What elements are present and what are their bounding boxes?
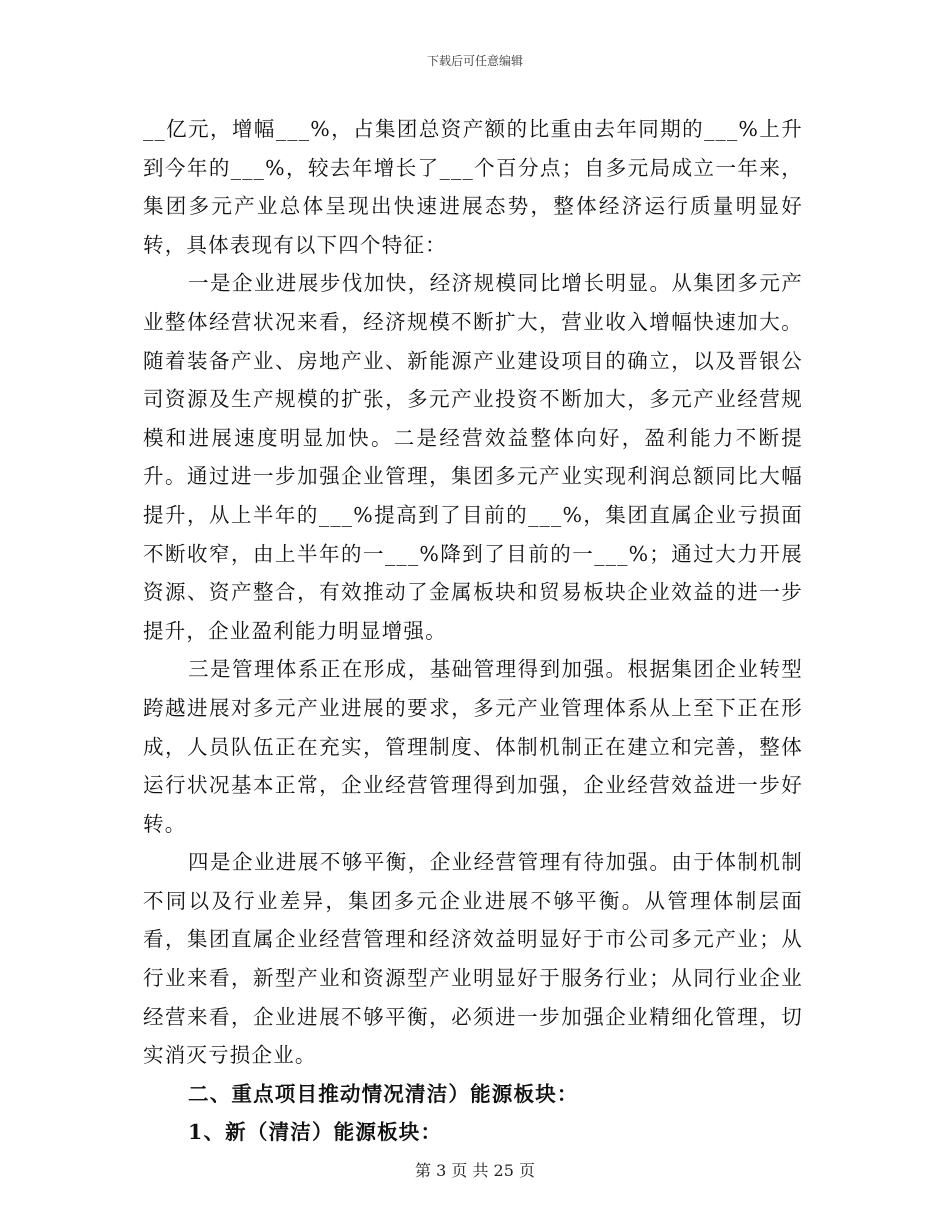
paragraph-feature-three: 三是管理体系正在形成，基础管理得到加强。根据集团企业转型跨越进展对多元产业进展的要求，多元产业管理体系从上至下正在形成，人员队伍正在充实，管理制度、体制机制正在建立和完善，整体运行状况基本正常，企业经营管理得到加强，企业经营效益进一步好转。 — [143, 657, 803, 836]
page-number: 第 3 页 共 25 页 — [415, 1161, 535, 1180]
document-body — [143, 110, 803, 1152]
paragraph-feature-one-two: 一是企业进展步伐加快，经济规模同比增长明显。从集团多元产业整体经营状况来看，经济规模不断扩大，营业收入增幅快速加大。随着装备产业、房地产业、新能源产业建设项目的确立，以及晋银公司资源及生产规模的扩张，多元产业投资不断加大，多元产业经营规模和进展速度明显加快。二是经营效益整体向好，盈利能力不断提升。通过进一步加强企业管理，集团多元产业实现利润总额同比大幅提升，从上半年的___%提高到了目前的___%，集团直属企业亏损面不断收窄，由上半年的一___%降到了目前的一___%；通过大力开展资源、资产整合，有效推动了金属板块和贸易板块企业效益的进一步提升，企业盈利能力明显增强。 — [143, 271, 803, 643]
header-note: 下载后可任意编辑 — [426, 54, 523, 68]
paragraph-intro: __亿元，增幅___%，占集团总资产额的比重由去年同期的___%上升到今年的___%，较去年增长了___个百分点；自多元局成立一年来，集团多元产业总体呈现出快速进展态势，整体经济运行质量明显好转，具体表现有以下四个特征： — [143, 117, 803, 257]
subsection-heading: 1、新（清洁）能源板块： — [188, 1120, 443, 1145]
section-heading: 二、重点项目推动情况清洁）能源板块： — [188, 1081, 579, 1106]
paragraph-feature-four: 四是企业进展不够平衡，企业经营管理有待加强。由于体制机制不同以及行业差异，集团多元企业进展不够平衡。从管理体制层面看，集团直属企业经营管理和经济效益明显好于市公司多元产业；从行业来看，新型产业和资源型产业明显好于服务行业；从同行业企业经营来看，企业进展不够平衡，必须进一步加强企业精细化管理，切实消灭亏损企业。 — [143, 850, 803, 1068]
